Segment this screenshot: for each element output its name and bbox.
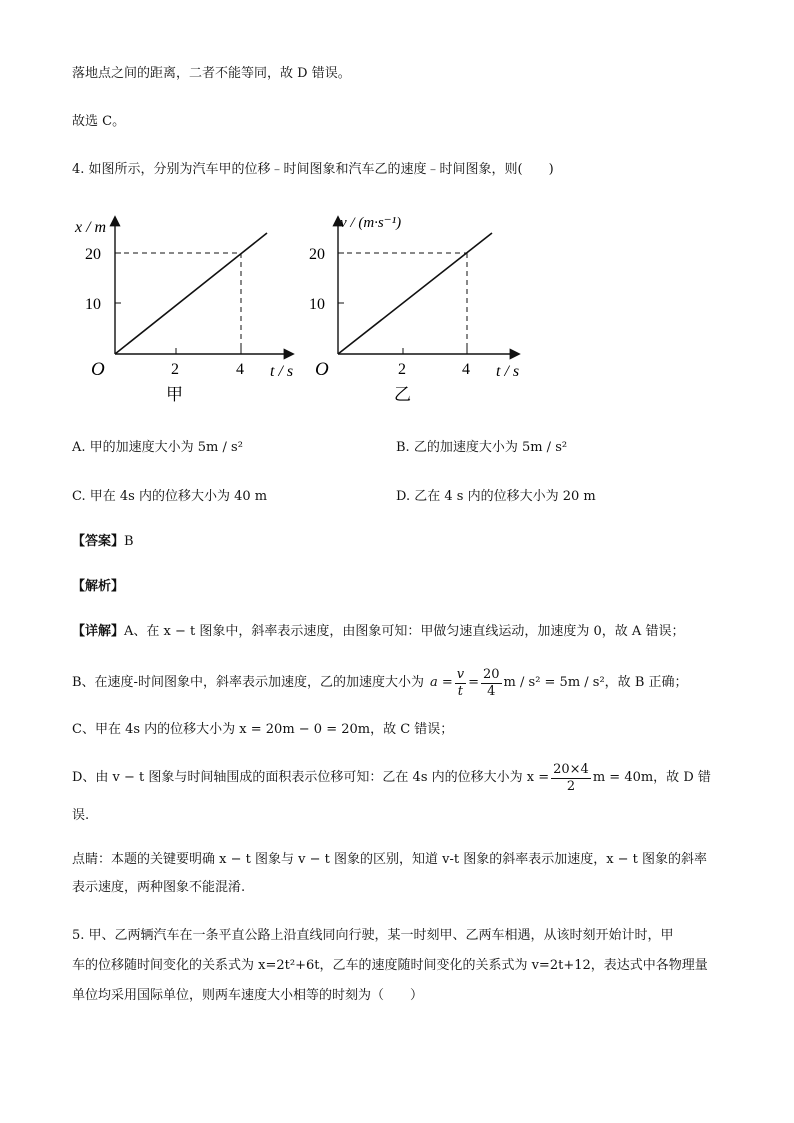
fraction-numerator: 20 bbox=[483, 666, 500, 682]
detail-b-post: m / s² = 5m / s²，故 B 正确； bbox=[503, 675, 688, 690]
fraction-denominator: 4 bbox=[487, 683, 496, 699]
detail-d bbox=[72, 758, 711, 798]
detail-d-continued: 误. bbox=[72, 808, 90, 823]
fraction-area bbox=[551, 762, 591, 795]
detail-b-eq: = bbox=[468, 675, 479, 690]
analysis-label: 【解析】 bbox=[72, 579, 125, 594]
detail-d-pre: D、由 v − t 图象与时间轴围成的面积表示位移可知：乙在 4s 内的位移大小为 x = bbox=[72, 770, 550, 785]
option-c: C. 甲在 4s 内的位移大小为 40 m bbox=[72, 489, 268, 504]
detail-b-pre: B、在速度-时间图象中，斜率表示加速度，乙的加速度大小为 bbox=[72, 675, 424, 690]
text-line-prev-conclusion: 落地点之间的距离，二者不能等同，故 D 错误。 bbox=[72, 66, 351, 81]
question-5-line-3: 单位均采用国际单位，则两车速度大小相等的时刻为（ ） bbox=[72, 988, 424, 1003]
x-tick-label-2: 2 bbox=[171, 361, 179, 378]
detail-c: C、甲在 4s 内的位移大小为 x = 20m − 0 = 20m，故 C 错误； bbox=[72, 722, 454, 737]
data-line-jia bbox=[115, 233, 267, 354]
detail-b bbox=[72, 663, 688, 703]
question-4-stem: 4. 如图所示，分别为汽车甲的位移﹣时间图象和汽车乙的速度﹣时间图象，则( ) bbox=[72, 162, 554, 177]
detail-d-post: m = 40m，故 D 错 bbox=[592, 770, 711, 785]
question-5-line-1: 5. 甲、乙两辆汽车在一条平直公路上沿直线同向行驶，某一时刻甲、乙两车相遇，从该时刻开始计时，甲 bbox=[72, 928, 674, 943]
origin-label: O bbox=[91, 359, 105, 380]
detail-a bbox=[72, 622, 684, 642]
data-line-yi bbox=[338, 233, 492, 354]
origin-label: O bbox=[315, 359, 329, 380]
x-axis-label: t / s bbox=[496, 363, 520, 380]
fraction-denominator: t bbox=[457, 683, 464, 699]
y-tick-label-10: 10 bbox=[309, 296, 325, 313]
graph-caption-yi: 乙 bbox=[394, 385, 411, 404]
x-tick-label-4: 4 bbox=[462, 361, 470, 378]
text-line-choose-c: 故选 C。 bbox=[72, 114, 126, 129]
note-line-1: 点睛：本题的关键要明确 x − t 图象与 v − t 图象的区别，知道 v-t 图象的斜率表示加速度，x − t 图象的斜率 bbox=[72, 852, 708, 867]
graph-caption-jia: 甲 bbox=[166, 385, 183, 404]
y-tick-label-20: 20 bbox=[309, 246, 325, 263]
fraction-numerator: v bbox=[456, 666, 465, 682]
x-tick-label-4: 4 bbox=[236, 361, 244, 378]
option-b: B. 乙的加速度大小为 5m / s² bbox=[396, 440, 568, 455]
option-d: D. 乙在 4 s 内的位移大小为 20 m bbox=[396, 489, 596, 504]
x-axis-label: t / s bbox=[270, 363, 294, 380]
answer-value: B bbox=[124, 534, 134, 549]
y-tick-label-10: 10 bbox=[85, 296, 101, 313]
detail-b-a: a = bbox=[429, 675, 453, 690]
fraction-denominator: 2 bbox=[566, 778, 576, 794]
answer-label: 【答案】 bbox=[72, 534, 125, 549]
y-tick-label-20: 20 bbox=[85, 246, 101, 263]
graph-yi bbox=[298, 200, 538, 415]
option-a: A. 甲的加速度大小为 5m / s² bbox=[72, 440, 243, 455]
fraction-numerator: 20×4 bbox=[553, 761, 589, 777]
answer-line bbox=[72, 532, 134, 552]
y-axis-label: v / (m·s⁻¹) bbox=[340, 215, 402, 231]
note-line-2: 表示速度，两种图象不能混淆. bbox=[72, 880, 246, 895]
x-tick-label-2: 2 bbox=[398, 361, 406, 378]
detail-label: 【详解】 bbox=[72, 624, 125, 639]
detail-a-text: A、在 x − t 图象中，斜率表示速度，由图象可知：甲做匀速直线运动，加速度为 0，故 A 错误； bbox=[124, 624, 685, 639]
fraction-v-over-t bbox=[455, 667, 466, 700]
question-5-line-2: 车的位移随时间变化的关系式为 x=2t²+6t，乙车的速度随时间变化的关系式为 v=2t+12，表达式中各物理量 bbox=[72, 958, 708, 973]
y-axis-label: x / m bbox=[75, 219, 107, 236]
graph-jia bbox=[70, 200, 310, 415]
fraction-20-over-4 bbox=[481, 667, 502, 700]
